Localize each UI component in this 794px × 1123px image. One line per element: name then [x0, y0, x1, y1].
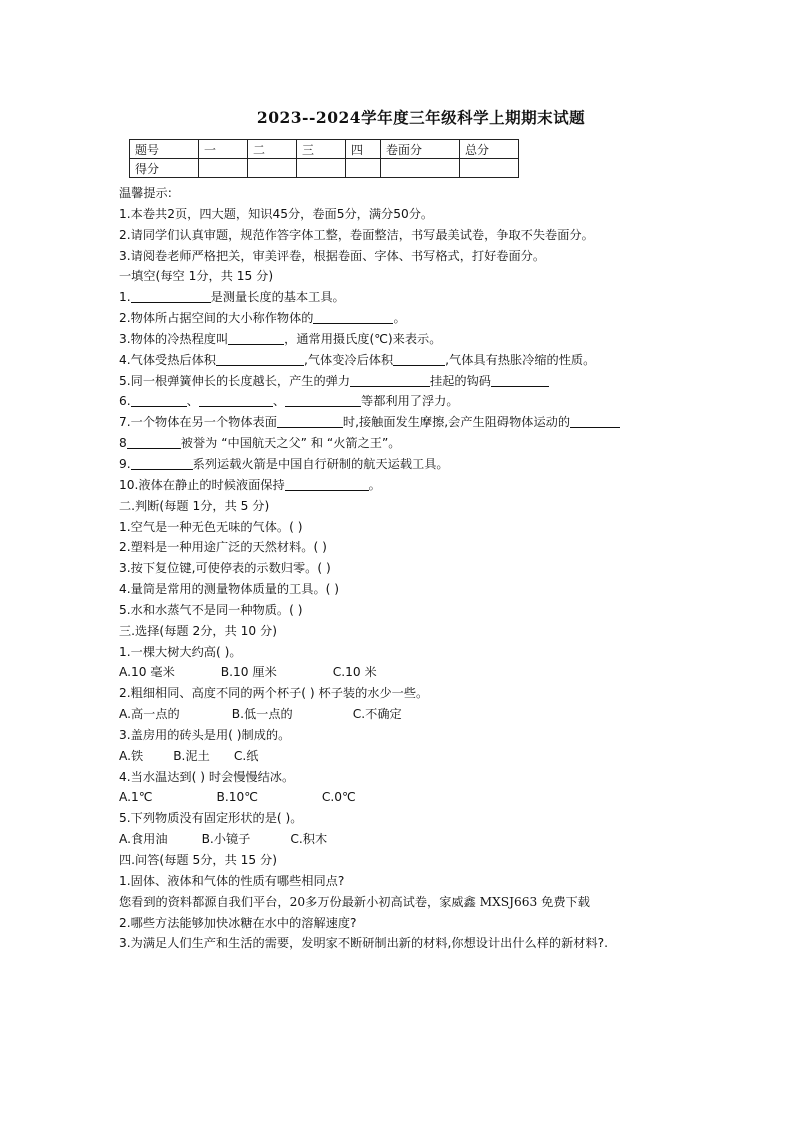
- choice-option[interactable]: C.积木: [290, 832, 328, 847]
- question-text: 被誉为 “中国航天之父” 和 “火箭之王”。: [180, 436, 401, 451]
- score-table: [129, 139, 519, 178]
- choice-option[interactable]: C.不确定: [352, 707, 402, 722]
- question-text: 10.液体在静止的时候液面保持: [119, 477, 285, 492]
- choice-question: 3.盖房用的砖头是用( )制成的。: [119, 727, 291, 742]
- answer-blank[interactable]: [491, 374, 549, 387]
- choice-option[interactable]: B.10℃: [216, 790, 258, 805]
- answer-blank[interactable]: [350, 374, 430, 387]
- section-1-items: [119, 287, 719, 495]
- choice-options: [119, 829, 719, 850]
- judge-question: 5.水和水蒸气不是同一种物质。( ): [119, 602, 303, 617]
- question-text: 时,接触面发生摩擦,会产生阻碍物体运动的: [342, 415, 571, 430]
- score-table-header-cell: 三: [297, 140, 346, 159]
- judge-question: 2.塑料是一种用途广泛的天然材料。( ): [119, 540, 327, 555]
- answer-blank[interactable]: [313, 311, 393, 324]
- answer-blank[interactable]: [228, 332, 284, 345]
- fill-blank-question: [119, 391, 719, 412]
- question-text: 、: [186, 394, 199, 409]
- score-cell[interactable]: [460, 159, 519, 178]
- choice-options: [119, 746, 719, 767]
- choice-option[interactable]: A.1℃: [119, 790, 153, 805]
- fill-blank-question: [119, 371, 719, 392]
- choice-option[interactable]: C.纸: [233, 748, 259, 763]
- choice-option[interactable]: C.10 米: [332, 665, 377, 680]
- choice-option[interactable]: B.泥土: [173, 748, 210, 763]
- answer-blank[interactable]: [570, 415, 620, 428]
- section-3-heading: 三.选择(每题 2分，共 10 分): [119, 623, 277, 638]
- score-cell[interactable]: [346, 159, 381, 178]
- fill-blank-question: [119, 308, 719, 329]
- fill-blank-question: [119, 287, 719, 308]
- choice-option[interactable]: B.小镜子: [201, 832, 251, 847]
- question-text: 。: [393, 311, 406, 326]
- question-text: ,气体具有热胀冷缩的性质。: [445, 352, 596, 367]
- choice-question: 4.当水温达到( ) 时会慢慢结冰。: [119, 769, 295, 784]
- watermark-note: 您看到的资料都源自我们平台，20多万份最新小初高试卷，家威鑫 MXSJ663 免费下载: [119, 894, 590, 909]
- judge-question: 1.空气是一种无色无味的气体。( ): [119, 519, 303, 534]
- score-table-header-cell: 二: [248, 140, 297, 159]
- score-cell[interactable]: [248, 159, 297, 178]
- score-table-header-cell: 卷面分: [381, 140, 460, 159]
- fill-blank-question: [119, 454, 719, 475]
- question-text: 7.一个物体在另一个物体表面: [119, 415, 277, 430]
- section-4-heading: 四.问答(每题 5分，共 15 分): [119, 853, 277, 867]
- section-3-items: [119, 642, 719, 850]
- answer-blank[interactable]: [285, 478, 369, 491]
- section-1-heading: 一填空(每空 1分，共 15 分): [119, 269, 274, 284]
- question-text: 挂起的钩码: [430, 373, 491, 388]
- score-table-header-cell: 题号: [130, 140, 199, 159]
- score-cell[interactable]: [297, 159, 346, 178]
- choice-question: 5.下列物质没有固定形状的是( )。: [119, 811, 303, 826]
- question-text: 、: [272, 394, 286, 409]
- choice-option[interactable]: A.高一点的: [119, 707, 180, 722]
- answer-blank[interactable]: [393, 353, 445, 366]
- score-table-header-cell: 一: [199, 140, 248, 159]
- fill-blank-question: [119, 329, 719, 350]
- choice-options: [119, 704, 719, 725]
- question-text: 4.气体受热后体积: [119, 352, 216, 367]
- tip-line: 3.请阅卷老师严格把关，审美评卷，根据卷面、字体、书写格式，打好卷面分。: [119, 248, 546, 263]
- answer-blank[interactable]: [277, 415, 343, 428]
- judge-question: 3.按下复位键,可使停表的示数归零。( ): [119, 561, 331, 576]
- question-text: 9.: [119, 456, 131, 471]
- choice-option[interactable]: B.低一点的: [231, 707, 293, 722]
- score-table-header-cell: 四: [346, 140, 381, 159]
- page-title: 2023--2024学年度三年级科学上期期末试题: [256, 108, 586, 127]
- choice-option[interactable]: B.10 厘米: [220, 665, 277, 680]
- choice-option[interactable]: A.铁: [119, 748, 144, 763]
- section-2-heading: 二.判断(每题 1分，共 5 分): [119, 498, 270, 513]
- fill-blank-question: [119, 475, 719, 496]
- answer-blank[interactable]: [131, 290, 211, 303]
- answer-blank[interactable]: [285, 394, 361, 407]
- question-text: 8: [119, 436, 127, 451]
- qa-question: 1.固体、液体和气体的性质有哪些相同点?: [119, 873, 345, 888]
- question-text: ,气体变冷后体积: [303, 352, 394, 367]
- score-cell[interactable]: [199, 159, 248, 178]
- question-text: 6.: [119, 394, 131, 409]
- judge-question: 4.量筒是常用的测量物体质量的工具。( ): [119, 582, 340, 597]
- answer-blank[interactable]: [216, 353, 304, 366]
- tip-line: 1.本卷共2页，四大题，知识45分，卷面5分，满分50分。: [119, 206, 434, 221]
- score-row-label: 得分: [130, 159, 199, 178]
- choice-question: 1.一棵大树大约高( )。: [119, 644, 242, 659]
- score-cell[interactable]: [381, 159, 460, 178]
- tip-line: 2.请同学们认真审题，规范作答字体工整，卷面整洁，书写最美试卷，争取不失卷面分。: [119, 227, 594, 242]
- score-table-score-row: [130, 159, 519, 178]
- fill-blank-question: [119, 350, 719, 371]
- question-text: 3.物体的冷热程度叫: [119, 331, 229, 346]
- answer-blank[interactable]: [131, 394, 187, 407]
- fill-blank-question: [119, 412, 719, 433]
- choice-question: 2.粗细相同、高度不同的两个杯子( ) 杯子装的水少一些。: [119, 686, 429, 701]
- question-text: 2.物体所占据空间的大小称作物体的: [119, 311, 314, 326]
- fill-blank-question: [119, 433, 719, 454]
- qa-question: 2.哪些方法能够加快冰糖在水中的溶解速度?: [119, 915, 357, 930]
- choice-option[interactable]: A.10 毫米: [119, 665, 175, 680]
- choice-option[interactable]: C.0℃: [321, 790, 356, 805]
- score-table-header-cell: 总分: [460, 140, 519, 159]
- exam-body: [119, 183, 719, 954]
- question-text: 系列运载火箭是中国自行研制的航天运载工具。: [192, 456, 449, 471]
- question-text: 。: [368, 477, 381, 492]
- score-table-header-row: [130, 140, 519, 159]
- choice-options: [119, 662, 719, 683]
- answer-blank[interactable]: [131, 457, 193, 470]
- answer-blank[interactable]: [199, 394, 273, 407]
- question-text: 是测量长度的基本工具。: [210, 290, 345, 305]
- question-text: 5.同一根弹簧伸长的长度越长，产生的弹力: [119, 373, 351, 388]
- choice-options: [119, 787, 719, 808]
- qa-question: 3.为满足人们生产和生活的需要，发明家不断研制出新的材料,你想设计出什么样的新材料?.: [119, 936, 608, 951]
- question-text: ，通常用摄氏度(℃)来表示。: [284, 331, 442, 346]
- tips-heading: 温馨提示:: [119, 186, 172, 200]
- question-text: 1.: [119, 290, 131, 305]
- choice-option[interactable]: A.食用油: [119, 832, 168, 847]
- answer-blank[interactable]: [127, 436, 181, 449]
- question-text: 等都利用了浮力。: [361, 394, 459, 409]
